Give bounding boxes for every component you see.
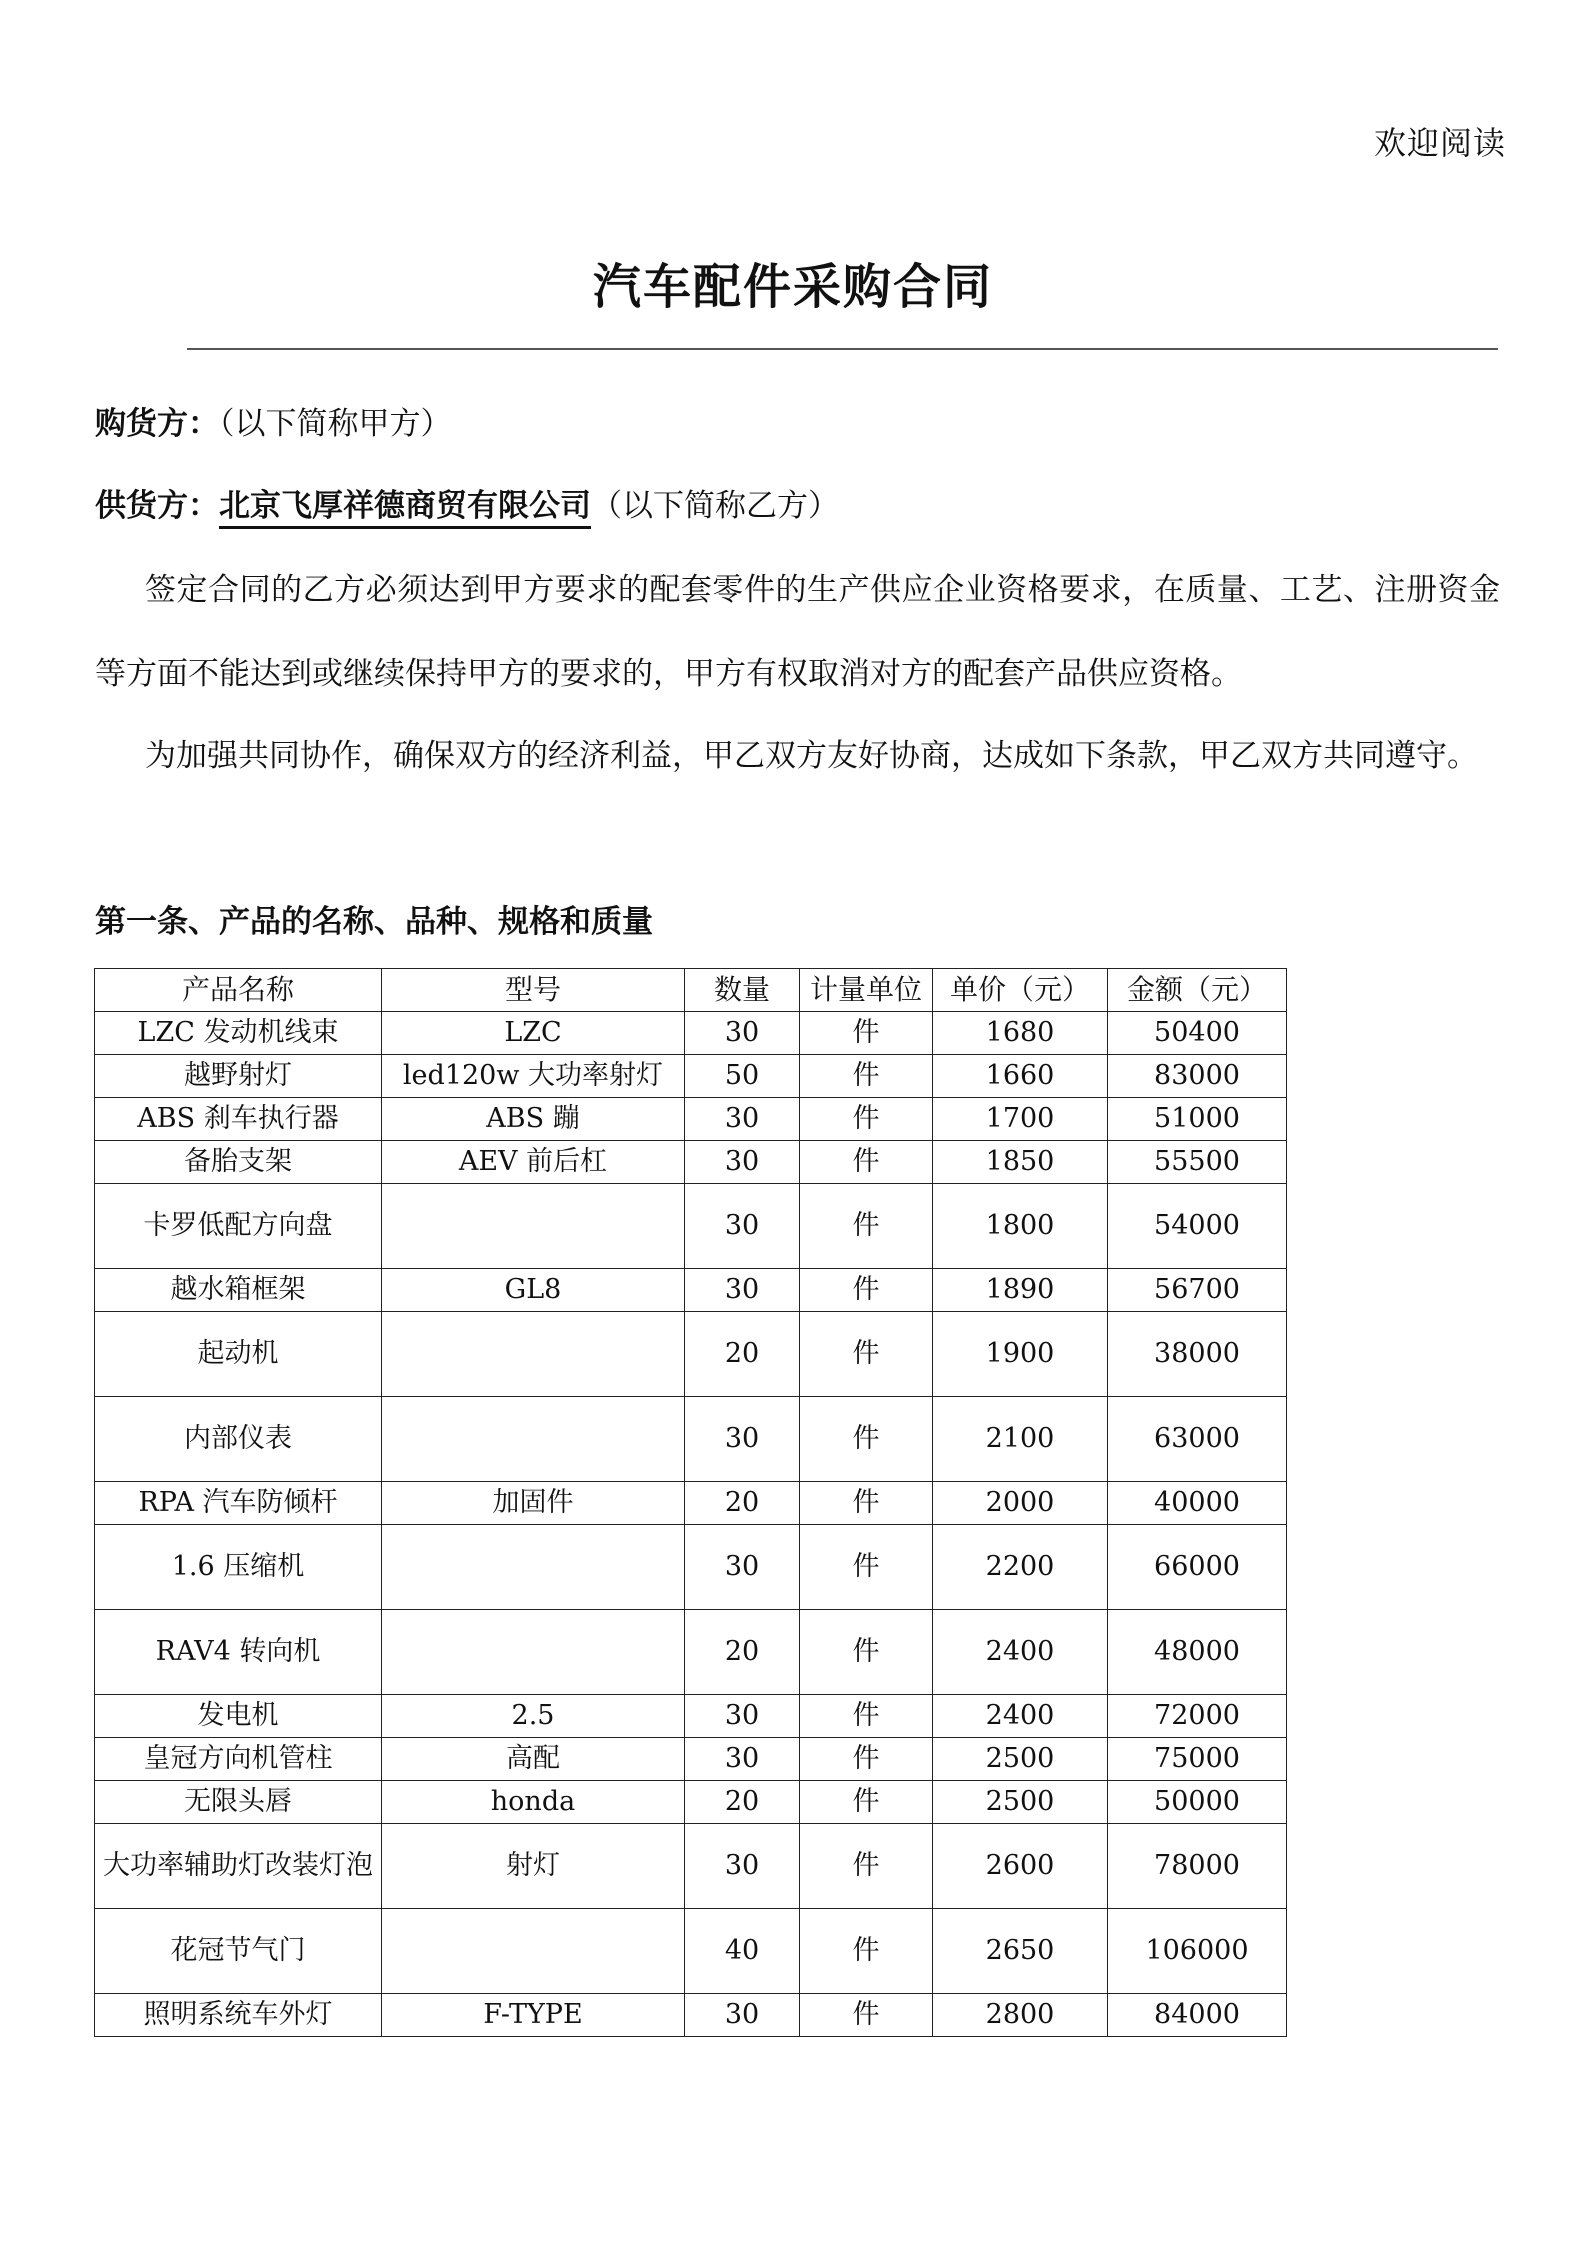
cell-product-name: 1.6 压缩机 (95, 1525, 382, 1610)
cell-quantity: 30 (685, 1738, 800, 1781)
cell-unit-price: 2100 (933, 1397, 1108, 1482)
cell-model (382, 1312, 685, 1397)
cell-amount: 63000 (1108, 1397, 1287, 1482)
header-model: 型号 (382, 969, 685, 1012)
cell-amount: 40000 (1108, 1482, 1287, 1525)
table-row (95, 1482, 1287, 1525)
cell-model (382, 1184, 685, 1269)
supplier-line (95, 480, 839, 525)
cell-unit: 件 (800, 1312, 933, 1397)
cell-product-name: 越水箱框架 (95, 1269, 382, 1312)
buyer-line (95, 398, 452, 443)
supplier-name: 北京飞厚祥德商贸有限公司 (219, 488, 591, 529)
cell-quantity: 20 (685, 1312, 800, 1397)
cell-amount: 54000 (1108, 1184, 1287, 1269)
paragraph-cooperation: 为加强共同协作，确保双方的经济利益，甲乙双方友好协商，达成如下条款，甲乙双方共同遵守。 (145, 738, 1478, 774)
section-title: 第一条、产品的名称、品种、规格和质量 (95, 904, 653, 940)
cell-unit: 件 (800, 1012, 933, 1055)
cell-unit-price: 2400 (933, 1610, 1108, 1695)
cell-product-name: LZC 发动机线束 (95, 1012, 382, 1055)
cell-unit-price: 2650 (933, 1909, 1108, 1994)
cell-amount: 78000 (1108, 1824, 1287, 1909)
table-row (95, 1738, 1287, 1781)
cell-model: GL8 (382, 1269, 685, 1312)
cell-product-name: RAV4 转向机 (95, 1610, 382, 1695)
cell-unit: 件 (800, 1610, 933, 1695)
cell-quantity: 30 (685, 1525, 800, 1610)
table-row (95, 1269, 1287, 1312)
cell-unit: 件 (800, 1695, 933, 1738)
cell-quantity: 50 (685, 1055, 800, 1098)
cell-model: 加固件 (382, 1482, 685, 1525)
cell-unit-price: 2000 (933, 1482, 1108, 1525)
cell-unit-price: 2200 (933, 1525, 1108, 1610)
cell-model: ABS 蹦 (382, 1098, 685, 1141)
cell-product-name: 发电机 (95, 1695, 382, 1738)
cell-model (382, 1610, 685, 1695)
cell-unit: 件 (800, 1269, 933, 1312)
header-product-name: 产品名称 (95, 969, 382, 1012)
cell-model: LZC (382, 1012, 685, 1055)
cell-quantity: 30 (685, 1994, 800, 2037)
supplier-note: （以下简称乙方） (591, 488, 839, 524)
cell-amount: 51000 (1108, 1098, 1287, 1141)
title-divider (187, 348, 1498, 350)
cell-model (382, 1397, 685, 1482)
cell-product-name: 备胎支架 (95, 1141, 382, 1184)
header-quantity: 数量 (685, 969, 800, 1012)
header-amount: 金额（元） (1108, 969, 1287, 1012)
cell-amount: 66000 (1108, 1525, 1287, 1610)
cell-product-name: 起动机 (95, 1312, 382, 1397)
cell-unit-price: 1900 (933, 1312, 1108, 1397)
table-row (95, 1012, 1287, 1055)
cell-unit: 件 (800, 1781, 933, 1824)
cell-unit-price: 1800 (933, 1184, 1108, 1269)
cell-product-name: 大功率辅助灯改装灯泡 (95, 1824, 382, 1909)
cell-unit-price: 2400 (933, 1695, 1108, 1738)
cell-unit: 件 (800, 1994, 933, 2037)
buyer-label: 购货方： (95, 406, 219, 442)
cell-unit: 件 (800, 1824, 933, 1909)
cell-amount: 75000 (1108, 1738, 1287, 1781)
cell-amount: 83000 (1108, 1055, 1287, 1098)
table-row (95, 1610, 1287, 1695)
cell-amount: 50400 (1108, 1012, 1287, 1055)
cell-quantity: 30 (685, 1184, 800, 1269)
cell-model: led120w 大功率射灯 (382, 1055, 685, 1098)
header-unit-price: 单价（元） (933, 969, 1108, 1012)
cell-amount: 55500 (1108, 1141, 1287, 1184)
table-row (95, 1824, 1287, 1909)
cell-unit-price: 2500 (933, 1781, 1108, 1824)
cell-product-name: 花冠节气门 (95, 1909, 382, 1994)
cell-model: F-TYPE (382, 1994, 685, 2037)
cell-unit: 件 (800, 1525, 933, 1610)
table-row (95, 1184, 1287, 1269)
buyer-note: （以下简称甲方） (219, 406, 452, 442)
cell-model: 射灯 (382, 1824, 685, 1909)
cell-amount: 56700 (1108, 1269, 1287, 1312)
cell-unit: 件 (800, 1482, 933, 1525)
paragraph-qualification: 签定合同的乙方必须达到甲方要求的配套零件的生产供应企业资格要求，在质量、工艺、注册资金等方面不能达到或继续保持甲方的要求的，甲方有权取消对方的配套产品供应资格。 (95, 572, 1500, 692)
cell-model: 2.5 (382, 1695, 685, 1738)
cell-unit: 件 (800, 1098, 933, 1141)
document-title: 汽车配件采购合同 (592, 259, 993, 315)
cell-unit: 件 (800, 1184, 933, 1269)
header-welcome: 欢迎阅读 (1373, 124, 1506, 162)
table-row (95, 1781, 1287, 1824)
cell-unit-price: 2800 (933, 1994, 1108, 2037)
cell-quantity: 30 (685, 1824, 800, 1909)
cell-product-name: 照明系统车外灯 (95, 1994, 382, 2037)
cell-unit-price: 1660 (933, 1055, 1108, 1098)
table-row (95, 1055, 1287, 1098)
cell-product-name: 皇冠方向机管柱 (95, 1738, 382, 1781)
cell-unit-price: 2600 (933, 1824, 1108, 1909)
table-row (95, 1695, 1287, 1738)
cell-quantity: 40 (685, 1909, 800, 1994)
cell-product-name: 无限头唇 (95, 1781, 382, 1824)
product-table (94, 968, 1287, 2037)
cell-quantity: 30 (685, 1695, 800, 1738)
cell-model: AEV 前后杠 (382, 1141, 685, 1184)
cell-product-name: RPA 汽车防倾杆 (95, 1482, 382, 1525)
cell-unit-price: 1850 (933, 1141, 1108, 1184)
cell-quantity: 20 (685, 1610, 800, 1695)
cell-unit: 件 (800, 1738, 933, 1781)
table-row (95, 1909, 1287, 1994)
cell-unit-price: 1680 (933, 1012, 1108, 1055)
cell-product-name: 越野射灯 (95, 1055, 382, 1098)
cell-unit-price: 1700 (933, 1098, 1108, 1141)
cell-quantity: 20 (685, 1482, 800, 1525)
cell-amount: 84000 (1108, 1994, 1287, 2037)
header-unit: 计量单位 (800, 969, 933, 1012)
cell-quantity: 30 (685, 1012, 800, 1055)
table-row (95, 1098, 1287, 1141)
cell-amount: 106000 (1108, 1909, 1287, 1994)
supplier-label: 供货方： (95, 488, 219, 524)
cell-unit: 件 (800, 1141, 933, 1184)
cell-unit: 件 (800, 1055, 933, 1098)
cell-amount: 72000 (1108, 1695, 1287, 1738)
cell-quantity: 30 (685, 1397, 800, 1482)
cell-amount: 48000 (1108, 1610, 1287, 1695)
cell-model: 高配 (382, 1738, 685, 1781)
cell-unit-price: 1890 (933, 1269, 1108, 1312)
cell-product-name: 内部仪表 (95, 1397, 382, 1482)
table-header-row (95, 969, 1287, 1012)
cell-quantity: 30 (685, 1269, 800, 1312)
table-row (95, 1141, 1287, 1184)
cell-unit: 件 (800, 1397, 933, 1482)
cell-quantity: 20 (685, 1781, 800, 1824)
cell-quantity: 30 (685, 1098, 800, 1141)
table-row (95, 1397, 1287, 1482)
cell-product-name: ABS 刹车执行器 (95, 1098, 382, 1141)
cell-amount: 38000 (1108, 1312, 1287, 1397)
cell-unit: 件 (800, 1909, 933, 1994)
cell-quantity: 30 (685, 1141, 800, 1184)
cell-product-name: 卡罗低配方向盘 (95, 1184, 382, 1269)
table-row (95, 1312, 1287, 1397)
cell-model (382, 1909, 685, 1994)
cell-model (382, 1525, 685, 1610)
cell-model: honda (382, 1781, 685, 1824)
cell-unit-price: 2500 (933, 1738, 1108, 1781)
table-row (95, 1994, 1287, 2037)
table-row (95, 1525, 1287, 1610)
cell-amount: 50000 (1108, 1781, 1287, 1824)
